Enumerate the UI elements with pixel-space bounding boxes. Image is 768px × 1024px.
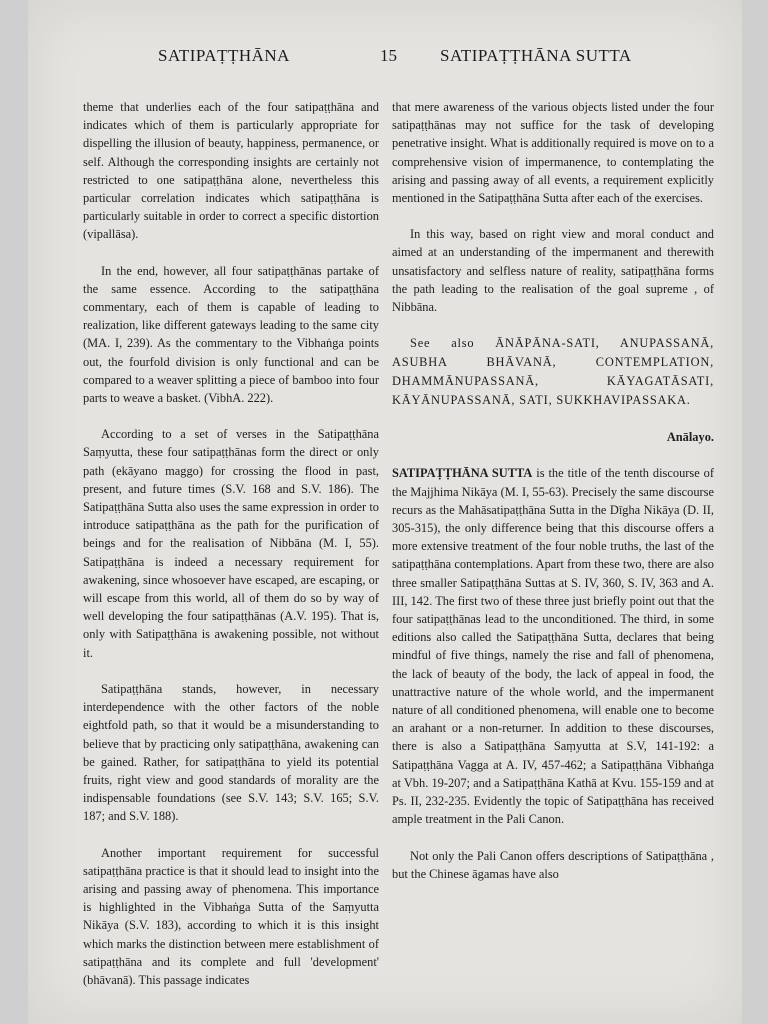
see-also-list: See also ĀNĀPĀNA-SATI, ANUPASSANĀ, ASUBHA BHĀVANĀ, CONTEMPLATION, DHAMMĀNUPASSANĀ, KĀYAGATĀSATI, KĀYĀNUPASSANĀ, SATI, SUKKHAVIPASSAKA. <box>392 336 714 408</box>
header-right-title: SATIPAṬṬHĀNA SUTTA <box>440 46 632 65</box>
right-paragraph-1: that mere awareness of the various objects listed under the four satipaṭṭhānas may not suffice for the task of developing penetrative insight. What is additionally required is move on to a comprehensive vision of impermanence, to contemplating the arising and passing away of all events, a requirement explicitly mentioned in the Satipaṭṭhāna Sutta after each of the exercises. <box>392 100 714 206</box>
left-paragraph-4: Satipaṭṭhāna stands, however, in necessary interdependence with the other factors of the noble eightfold path, so that it would be a misunderstanding to believe that by practicing only satipaṭṭhāna, awakening can be gained. Rather, for satipaṭṭhāna to yield its potential fruits, right view and good standards of morality are the indispensable foundations (see S.V. 143; S.V. 165; S.V. 187; and S.V. 188). <box>83 681 379 824</box>
entry-body: is the title of the tenth discourse of the Majjhima Nikāya (M. I, 55-63). Precisely the same discourse recurs as the Mahāsatipaṭṭhāna Sutta in the Dīgha Nikāya (D. II, 305-315), the only difference being that this discourse offers a more extensive treatment of the four noble truths, the last of the satipaṭṭhāna contemplations. Apart from these two, there are also three smaller Satipaṭṭhāna Suttas at S. IV, 360, S. IV, 363 and A. III, 142. The first two of these three just briefly point out that the four satipaṭṭhānas lead to the unconditioned. The third, in some editions also called the Satipaṭṭhāna Sutta, declares that being mindful of five things, namely the rise and fall of phenomena, the lack of beauty of the body, the lack of appeal in food, the unattractive nature of the whole world, and the impermanent nature of all conditioned phenomena, will enable one to become an arahant or a non-returner. In addition to these discourses, there is also a Satipaṭṭhāna Saṃyutta at S.V, 141-192: a Satipaṭṭhāna Vagga at A. IV, 457-462; a Satipaṭṭhāna Vibhaṅga at Vbh. 19-207; and a Satipaṭṭhāna Kathā at Kvu. 155-159 and at Ps. II, 232-235. Evidently the topic of Satipaṭṭhāna has received ample treatment in the Pali Canon. <box>392 466 714 827</box>
left-paragraph-5: Another important requirement for successful satipaṭṭhāna practice is that it should lead to insight into the arising and passing away of phenomena. This importance is highlighted in the Vibhaṅga Sutta of the Saṃyutta Nikāya (S.V. 183), according to which it is this insight which marks the distinction between mere establishment of satipaṭṭhāna and its complete and full 'development' (bhāvanā). This passage indicates <box>83 845 379 987</box>
running-header <box>28 42 742 72</box>
right-paragraph-2: In this way, based on right view and moral conduct and aimed at an understanding of the impermanent and therewith unsatisfactory and selfless nature of reality, satipaṭṭhāna forms the path leading to the realisation of the goal supreme , of Nibbāna. <box>392 227 714 315</box>
left-paragraph-3: According to a set of verses in the Satipaṭṭhāna Saṃyutta, these four satipaṭṭhānas form the direct or only path (ekāyano maggo) for crossing the flood in past, present, and future times (S.V. 168 and S.V. 186). The Satipaṭṭhāna Sutta also uses the same expression in order to introduce satipaṭṭhāna as the path for the purification of beings and for the realisation of Nibbāna (M. I, 55). Satipaṭṭhāna is indeed a necessary requirement for awakening, since whosoever have escaped, are escaping, or will escape from this world, all of them do so by way of well developing the four satipaṭṭhānas (A.V. 195). That is, only with Satipaṭṭhāna is awakening possible, not without it. <box>83 427 379 660</box>
left-paragraph-1: theme that underlies each of the four satipaṭṭhāna and indicates which of them is particularly appropriate for dispelling the illusion of beauty, happiness, permanence, or self. Although the corresponding insights are certainly not restricted to one satipaṭṭhāna alone, nevertheless this particular correlation indicates which satipaṭṭhāna is particularly suitable in order to correct a specific distortion (vipallāsa). <box>83 100 379 242</box>
document-page <box>28 0 742 1024</box>
header-left-title: SATIPAṬṬHĀNA <box>158 46 290 65</box>
author-signature: Anālayo. <box>666 430 714 445</box>
entry-paragraph <box>392 464 714 828</box>
left-paragraph-2: In the end, however, all four satipaṭṭhānas partake of the same essence. According to the satipaṭṭhāna commentary, each of them is capable of leading to realization, like different gateways leading to the same city (MA. I, 239). As the commentary to the Vibhaṅga points out, the fourfold division is only functional and can be compared to a weaver splitting a piece of bamboo into four parts to weave a basket. (VibhA. 222). <box>83 263 379 406</box>
right-paragraph-last: Not only the Pali Canon offers descriptions of Satipaṭṭhāna , but the Chinese āgamas have also <box>392 848 714 881</box>
page-number: 15 <box>380 46 397 65</box>
right-column <box>392 98 714 883</box>
entry-title: SATIPAṬṬHĀNA SUTTA <box>392 466 533 481</box>
left-column <box>83 98 379 989</box>
